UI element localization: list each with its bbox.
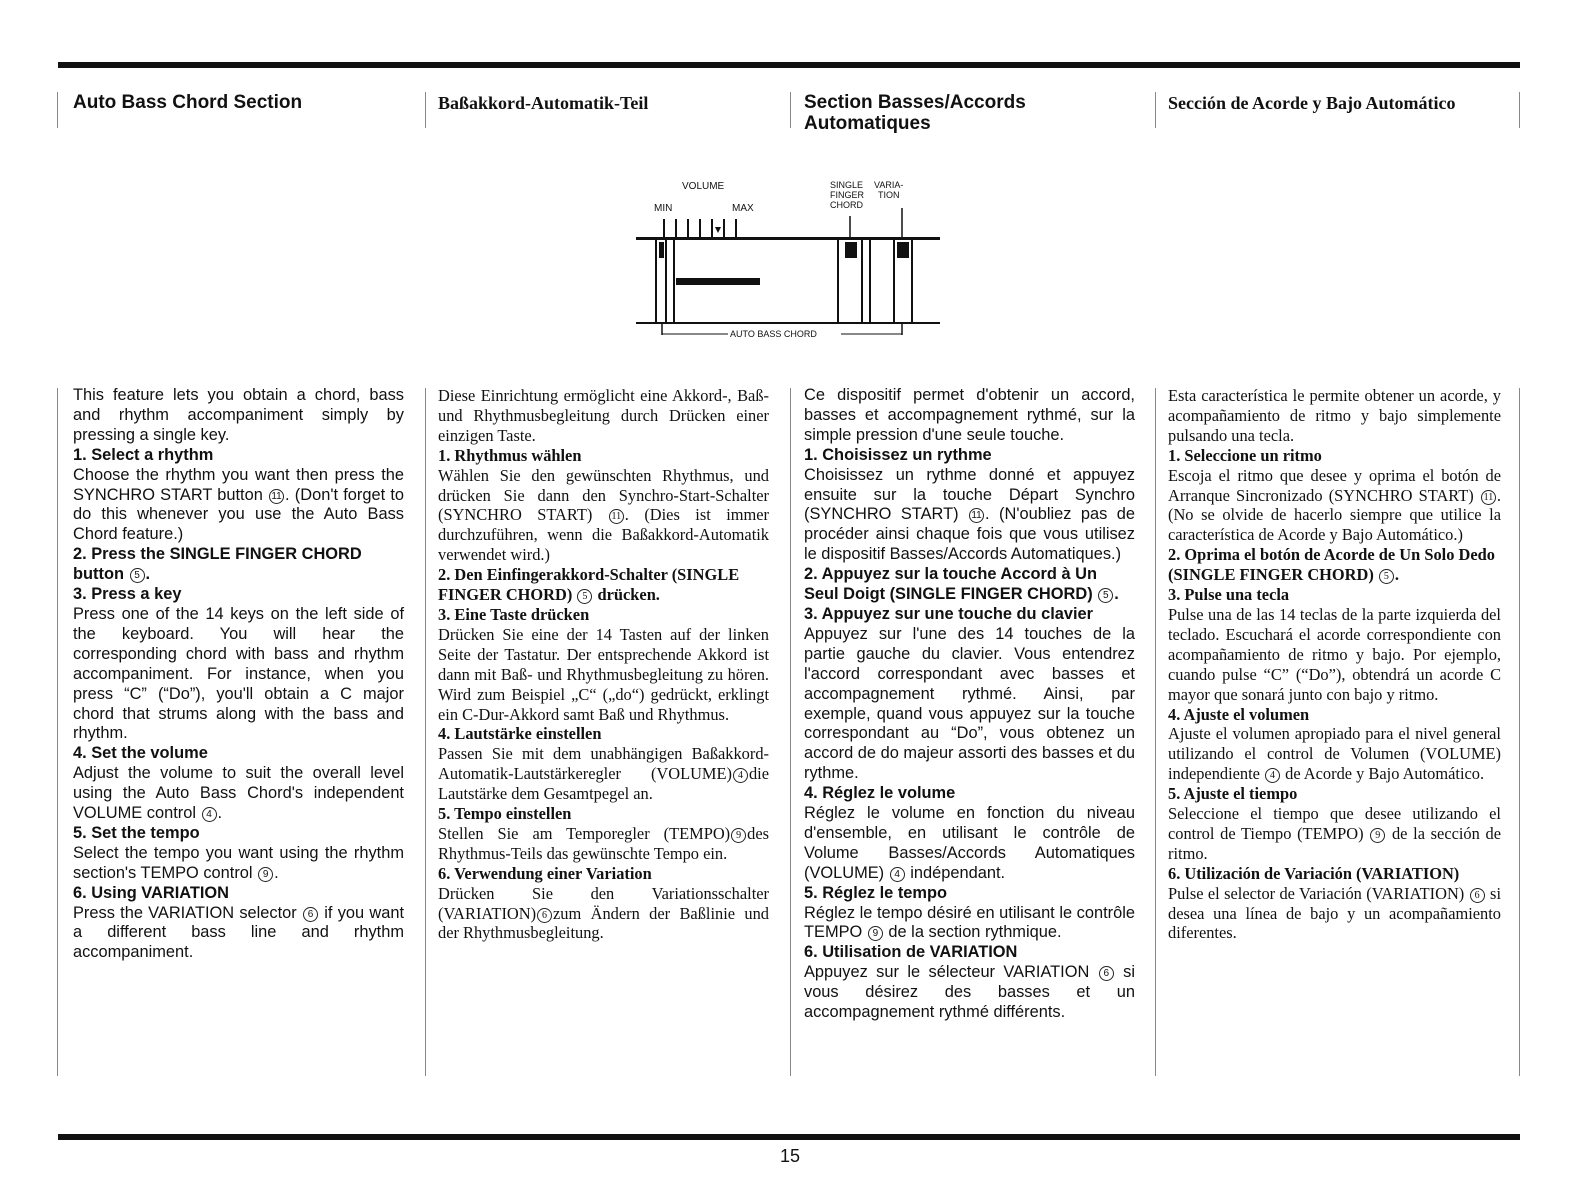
column-french [804, 386, 1135, 1023]
step-2-title: 2. Press the SINGLE FINGER CHORD button 5 . [73, 545, 362, 584]
intro-text: Ce dispositif permet d'obtenir un accord, basses et accompagnement rythmé, sur la simple pression d'une seule touche. [804, 386, 1135, 444]
control-number-icon: 5 [1098, 588, 1113, 603]
diagram-label-volume: VOLUME [682, 181, 725, 192]
diagram-label-chord: CHORD [830, 200, 863, 210]
panel-bottom-edge [636, 322, 940, 324]
control-number-icon: 6 [1470, 888, 1485, 903]
step-6-text: Drücken Sie den Variationsschalter (VARIATION) 6 zum Ändern der Baßlinie und der Rhythmusbegleitung. [438, 883, 769, 943]
heading-german: Baßakkord-Automatik-Teil [438, 93, 649, 113]
step-1-text: Choose the rhythm you want then press the SYNCHRO START button 11 . (Don't forget to do this whenever you use the Auto Bass Chord feature.) [73, 465, 404, 544]
step-4-text: Réglez le volume en fonction du niveau d'ensemble, en utilisant le contrôle de Volume Basses/Accords Automatiques (VOLUME) 4 indépendant. [804, 804, 1135, 882]
step-3-title: 3. Pulse una tecla [1168, 585, 1290, 605]
heading-french: Section Basses/Accords Automatiques [804, 92, 1026, 134]
step-5-text: Stellen Sie am Temporegler (TEMPO) 9 des Rhythmus-Teils das gewünschte Tempo ein. [438, 823, 769, 863]
column-divider [790, 388, 791, 1076]
control-number-icon: 4 [1265, 768, 1280, 783]
control-number-icon: 9 [258, 867, 273, 882]
step-1-text: Choisissez un rythme donné et appuyez ensuite sur la touche Départ Synchro (SYNCHRO START) 11 . (N'oubliez pas de procéder ainsi chaque fois que vous utilisez le dispositif Basses/Accords Automatiques.) [804, 465, 1135, 564]
control-number-icon: 5 [1379, 569, 1394, 584]
control-number-icon: 9 [731, 828, 746, 843]
control-number-icon: 4 [202, 807, 217, 822]
single-finger-chord-button [845, 242, 857, 258]
step-3-title: 3. Eine Taste drücken [438, 604, 590, 624]
column-divider [425, 92, 426, 128]
step-5-title: 5. Tempo einstellen [438, 804, 572, 824]
control-number-icon: 11 [1481, 490, 1496, 505]
step-6-title: 6. Verwendung einer Variation [438, 863, 652, 883]
step-4-text: Ajuste el volumen apropiado para el nivel general utilizando el control de Volumen (VOLUME) independiente 4 de Acorde y Bajo Automático. [1168, 724, 1501, 784]
step-4-title: 4. Ajuste el volumen [1168, 704, 1310, 724]
column-divider [1155, 92, 1156, 128]
intro-text: This feature lets you obtain a chord, bass and rhythm accompaniment simply by pressing a single key. [73, 386, 404, 444]
heading-english: Auto Bass Chord Section [73, 92, 303, 113]
control-number-icon: 4 [890, 867, 905, 882]
control-number-icon: 11 [609, 509, 624, 524]
step-4-title: 4. Set the volume [73, 744, 208, 763]
control-number-icon: 6 [303, 907, 318, 922]
step-4-text: Passen Sie mit dem unabhängigen Baßakkord-Automatik-Lautstärkeregler (VOLUME) 4 die Lautstärke dem Gesamtpegel an. [438, 744, 769, 804]
diagram-label-finger: FINGER [830, 190, 865, 200]
step-4-title: 4. Réglez le volume [804, 784, 956, 803]
auto-bass-chord-diagram [630, 172, 950, 342]
step-3-text: Appuyez sur l'une des 14 touches de la partie gauche du clavier. Vous entendrez l'accord correspondant avec basses et accompagnement rythmé. Ainsi, par exemple, quand vous appuyez sur la touche correspondant au “Do”, vous obtenez un accord de do majeur assorti des basses et du rythme. [804, 624, 1135, 783]
diagram-label-single: SINGLE [830, 180, 864, 190]
step-6-title: 6. Utilisation de VARIATION [804, 943, 1018, 962]
column-divider [57, 92, 58, 128]
diagram-label-varia: VARIA- [874, 180, 904, 190]
step-3-title: 3. Appuyez sur une touche du clavier [804, 604, 1094, 623]
column-english [73, 386, 404, 963]
column-divider [425, 388, 426, 1076]
column-divider [1519, 388, 1520, 1076]
step-6-text: Press the VARIATION selector 6 if you want a different bass line and rhythm accompaniment. [73, 903, 405, 962]
intro-text: Esta característica le permite obtener un acorde, y acompañamiento de ritmo y bajo simplemente pulsando una tecla. [1168, 386, 1501, 445]
step-5-text: Seleccione el tiempo que desee utilizando el control de Tiempo (TEMPO) 9 de la sección de ritmo. [1168, 804, 1501, 863]
step-3-text: Drücken Sie eine der 14 Tasten auf der linken Seite der Tastatur. Der entsprechende Akkord ist dann mit Baß- und Rhythmusbegleitung zu hören. Wird zum Beispiel „C“ („do“) gedrückt, erklingt ein C-Dur-Akkord samt Baß und Rhythmus. [438, 624, 769, 724]
step-1-title: 1. Choisissez un rythme [804, 445, 992, 464]
step-4-text: Adjust the volume to suit the overall level using the Auto Bass Chord's independent VOLUME control 4 . [73, 764, 404, 823]
panel-top-edge [636, 237, 940, 240]
top-rule [58, 62, 1520, 68]
control-number-icon: 5 [577, 589, 592, 604]
column-divider [57, 388, 58, 1076]
step-5-title: 5. Ajuste el tiempo [1168, 784, 1298, 804]
black-key [659, 242, 664, 258]
control-number-icon: 11 [969, 508, 984, 523]
step-5-text: Réglez le tempo désiré en utilisant le contrôle TEMPO 9 de la section rythmique. [804, 903, 1135, 942]
control-number-icon: 5 [130, 568, 145, 583]
column-divider [790, 92, 791, 128]
step-3-text: Pulse una de las 14 teclas de la parte izquierda del teclado. Escuchará el acorde correspondiente con acompañamiento de ritmo y bajo. Por ejemplo, cuando pulse “C” (“Do”), obtendrá un acorde C mayor que sonará junto con bajo y ritmo. [1168, 604, 1501, 704]
control-number-icon: 9 [868, 926, 883, 941]
step-1-title: 1. Seleccione un ritmo [1168, 445, 1322, 465]
page-number: 15 [779, 1146, 801, 1166]
control-number-icon: 6 [1099, 966, 1114, 981]
step-1-text: Escoja el ritmo que desee y oprima el botón de Arranque Sincronizado (SYNCHRO START) 11 . (No se olvide de hacerlo siempre que utilice la característica de Acorde y Bajo Automático.) [1168, 465, 1501, 545]
control-number-icon: 6 [537, 908, 552, 923]
step-1-title: 1. Rhythmus wählen [438, 445, 582, 465]
keyboard-bar [676, 278, 760, 285]
step-6-title: 6. Utilización de Variación (VARIATION) [1168, 863, 1460, 883]
heading-spanish: Sección de Acorde y Bajo Automático [1168, 93, 1456, 113]
intro-text: Diese Einrichtung ermöglicht eine Akkord-, Baß- und Rhythmusbegleitung durch Drücken einer einzigen Taste. [438, 386, 769, 445]
volume-pointer-icon [715, 227, 721, 233]
column-german [438, 386, 769, 943]
bottom-rule [58, 1134, 1520, 1140]
diagram-label-auto-bass-chord: AUTO BASS CHORD [730, 329, 817, 339]
step-5-title: 5. Réglez le tempo [804, 883, 948, 902]
variation-button [897, 242, 909, 258]
step-4-title: 4. Lautstärke einstellen [438, 724, 602, 744]
control-number-icon: 9 [1370, 828, 1385, 843]
step-5-title: 5. Set the tempo [73, 823, 200, 842]
step-1-title: 1. Select a rhythm [73, 445, 214, 464]
control-number-icon: 4 [733, 768, 748, 783]
diagram-label-max: MAX [732, 203, 754, 214]
diagram-label-tion: TION [878, 190, 900, 200]
volume-slider-ticks [664, 219, 736, 238]
step-2-title: 2. Oprima el botón de Acorde de Un Solo Dedo (SINGLE FINGER CHORD) 5 . [1168, 545, 1495, 585]
column-spanish [1168, 386, 1501, 943]
control-number-icon: 11 [269, 489, 284, 504]
step-3-text: Press one of the 14 keys on the left side of the keyboard. You will hear the corresponding chord with bass and rhythm accompaniment. For instance, when you press “C” (“Do”), you'll obtain a C major chord that strums along with the bass and rhythm. [73, 604, 404, 743]
step-3-title: 3. Press a key [73, 585, 182, 604]
step-2-title: 2. Appuyez sur la touche Accord à Un Seul Doigt (SINGLE FINGER CHORD) 5 . [804, 565, 1119, 604]
diagram-label-min: MIN [654, 203, 673, 214]
column-divider [1519, 92, 1520, 128]
step-6-title: 6. Using VARIATION [73, 883, 230, 902]
step-5-text: Select the tempo you want using the rhythm section's TEMPO control 9 . [73, 843, 404, 882]
step-6-text: Pulse el selector de Variación (VARIATION) 6 si desea una línea de bajo y un acompañamiento diferentes. [1168, 883, 1501, 943]
column-divider [1155, 388, 1156, 1076]
step-6-text: Appuyez sur le sélecteur VARIATION 6 si vous désirez des basses et un accompagnement rythmé différents. [804, 963, 1135, 1022]
step-1-text: Wählen Sie den gewünschten Rhythmus, und drücken Sie dann den Synchro-Start-Schalter (SYNCHRO START) 11 . (Dies ist immer durchzuführen, wenn die Baßakkord-Automatik verwendet wird.) [438, 465, 769, 565]
step-2-title: 2. Den Einfingerakkord-Schalter (SINGLE FINGER CHORD) 5 drücken. [438, 565, 740, 605]
